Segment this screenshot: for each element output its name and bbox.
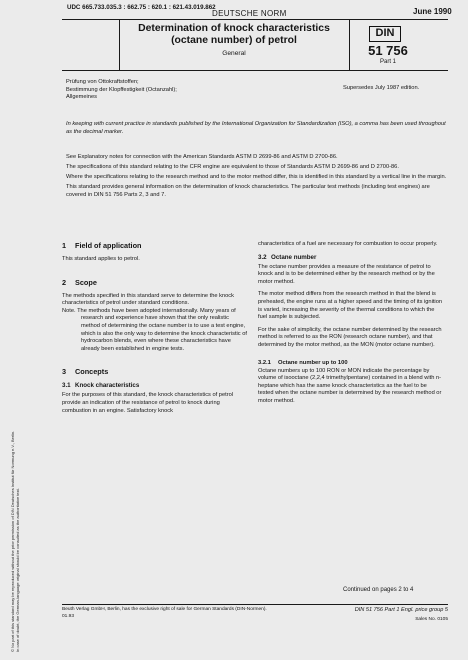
header-rule [62,19,448,20]
deutsche-norm-label: DEUTSCHE NORM [212,9,287,18]
section-number: 3.2.1 [258,359,271,366]
section-number: 2 [62,277,67,287]
section-1-text: This standard applies to petrol. [62,256,140,262]
din-part-label: Part 1 [379,59,396,65]
continued-note: Continued on pages 2 to 4 [343,587,414,593]
section-3-2-paragraph: The octane number provides a measure of the resistance of petrol to knock and is to be determined either by the research method or by the motor method. [258,263,435,285]
section-title: Scope [75,277,97,287]
supersedes-note: Supersedes July 1987 edition. [343,85,420,91]
section-3-2-heading [258,254,443,261]
section-title: Field of application [75,241,142,250]
intro-paragraph: The specifications of this standard relating to the CFR engine are equivalent to those of Standards ASTM D 2699-86 and D 2700-86. [66,164,399,171]
iso-decimal-note: In keeping with current practice in standards published by the International Organization for Standardization (ISO), a comma has been used throughout as the decimal marker. [66,121,446,135]
intro-paragraph: This standard provides general information on the determination of knock characteristics. The particular test methods (including test engines) are covered in DIN 51 756 Parts 2, 3 and 7. [66,184,430,198]
section-2-note: Note. The methods have been adopted internationally. Many years of research and experience have shown that the only realistic method of determining the octane number is to use a test engine, which is also the only way to determine the knock characteristic of hydrocarbon blends, even where these characteristics have already been established in engine tests. [62,307,247,352]
footer-reference: DIN 51 756 Part 1 Engl. price group 5 [354,607,448,613]
din-logo: DIN [369,26,401,42]
section-3-2-paragraph: The motor method differs from the research method in that the blend is preheated, the engine runs at a higher speed and the timing of its ignition is varied, increasing the severity of the thermal conditions to which the fuel sample is subjected. [258,291,443,321]
footer-publisher [62,607,272,621]
german-title-line-3: Allgemeines [66,94,97,101]
section-3-2-paragraph: For the sake of simplicity, the octane number determined by the research method is referred to as the RON (research octane number), and that determined by the motor method, as the MON (motor octane number). [258,326,442,348]
section-3-1-continuation: characteristics of a fuel are necessary for combustion to occur properly. [258,241,438,247]
title-divider-left [119,19,120,70]
section-number: 3.1 [62,382,71,390]
section-1-heading [62,241,247,250]
copyright-side-text [10,152,21,652]
german-title-line-1: Prüfung von Ottokraftstoffen; [66,79,139,85]
document-title [124,23,344,47]
section-3-2-1-text: Octane numbers up to 100 RON or MON indicate the percentage by volume of isooctane (2,2,4 trimethylpentane) contained in a blend with n-heptane which has the same knock characteristics as the fuel to be tested when the octane number is determined by the research method or motor method. [258,367,442,404]
german-title [66,79,266,102]
section-3-2-1-heading [258,360,443,366]
german-title-line-2: Bestimmung der Klopffestigkeit (Octanzahl); [66,86,177,93]
din-standard-number: 51 756 [368,43,408,58]
section-2-text: The methods specified in this standard serve to determine the knock characteristics of petrol under standard conditions. [62,292,234,307]
section-number: 3.2 [258,253,267,261]
title-line-2: (octane number) of petrol [171,35,297,46]
footer-rule [62,604,448,605]
print-code: 01.93 [62,613,75,619]
language-note-line: In case of doubt, the German-language original should be consulted as the authoritative text. [15,488,21,652]
title-divider-right [349,19,350,70]
section-number: 3 [62,367,67,377]
section-3-1-text: For the purposes of this standard, the knock characteristics of petrol provide an indication of the resistance of petrol to knock during combustion in an engine. Satisfactory knock [62,392,234,414]
section-2-heading [62,278,247,287]
left-column [62,241,247,415]
issue-date: June 1990 [413,7,452,16]
publisher-text: Beuth Verlag GmbH, Berlin, has the exclusive right of sale for German Standards (DIN-Normen). [62,607,267,612]
section-title: Concepts [75,367,109,377]
section-title: Knock characteristics [75,382,140,390]
sales-number: Sales No. 0105 [415,617,448,622]
copyright-line: © No part of this standard may be reproduced without the prior permission of DIN Deutsches Institut für Normung e.V., Berlin. [10,430,15,652]
intro-paragraph: See Explanatory notes for connection with the American Standards ASTM D 2699-86 and ASTM D 2700-86. [66,154,338,160]
section-number: 1 [62,241,67,250]
section-3-1-heading [62,382,247,389]
udc-classification: UDC 665.733.035.3 : 662.75 : 620.1 : 621.43.019.862 [67,4,216,11]
section-title: Octane number up to 100 [278,359,348,366]
section-3-heading [62,367,247,376]
title-block-rule [62,70,448,71]
intro-paragraph: Where the specifications relating to the research method and to the motor method differ, this is identified in this standard by a vertical line in the margin. [66,174,447,181]
right-column [258,241,443,406]
section-title: Octane number [271,253,317,261]
title-line-1: Determination of knock characteristics [138,23,330,34]
document-subtitle: General [222,50,246,57]
introduction [66,154,448,202]
